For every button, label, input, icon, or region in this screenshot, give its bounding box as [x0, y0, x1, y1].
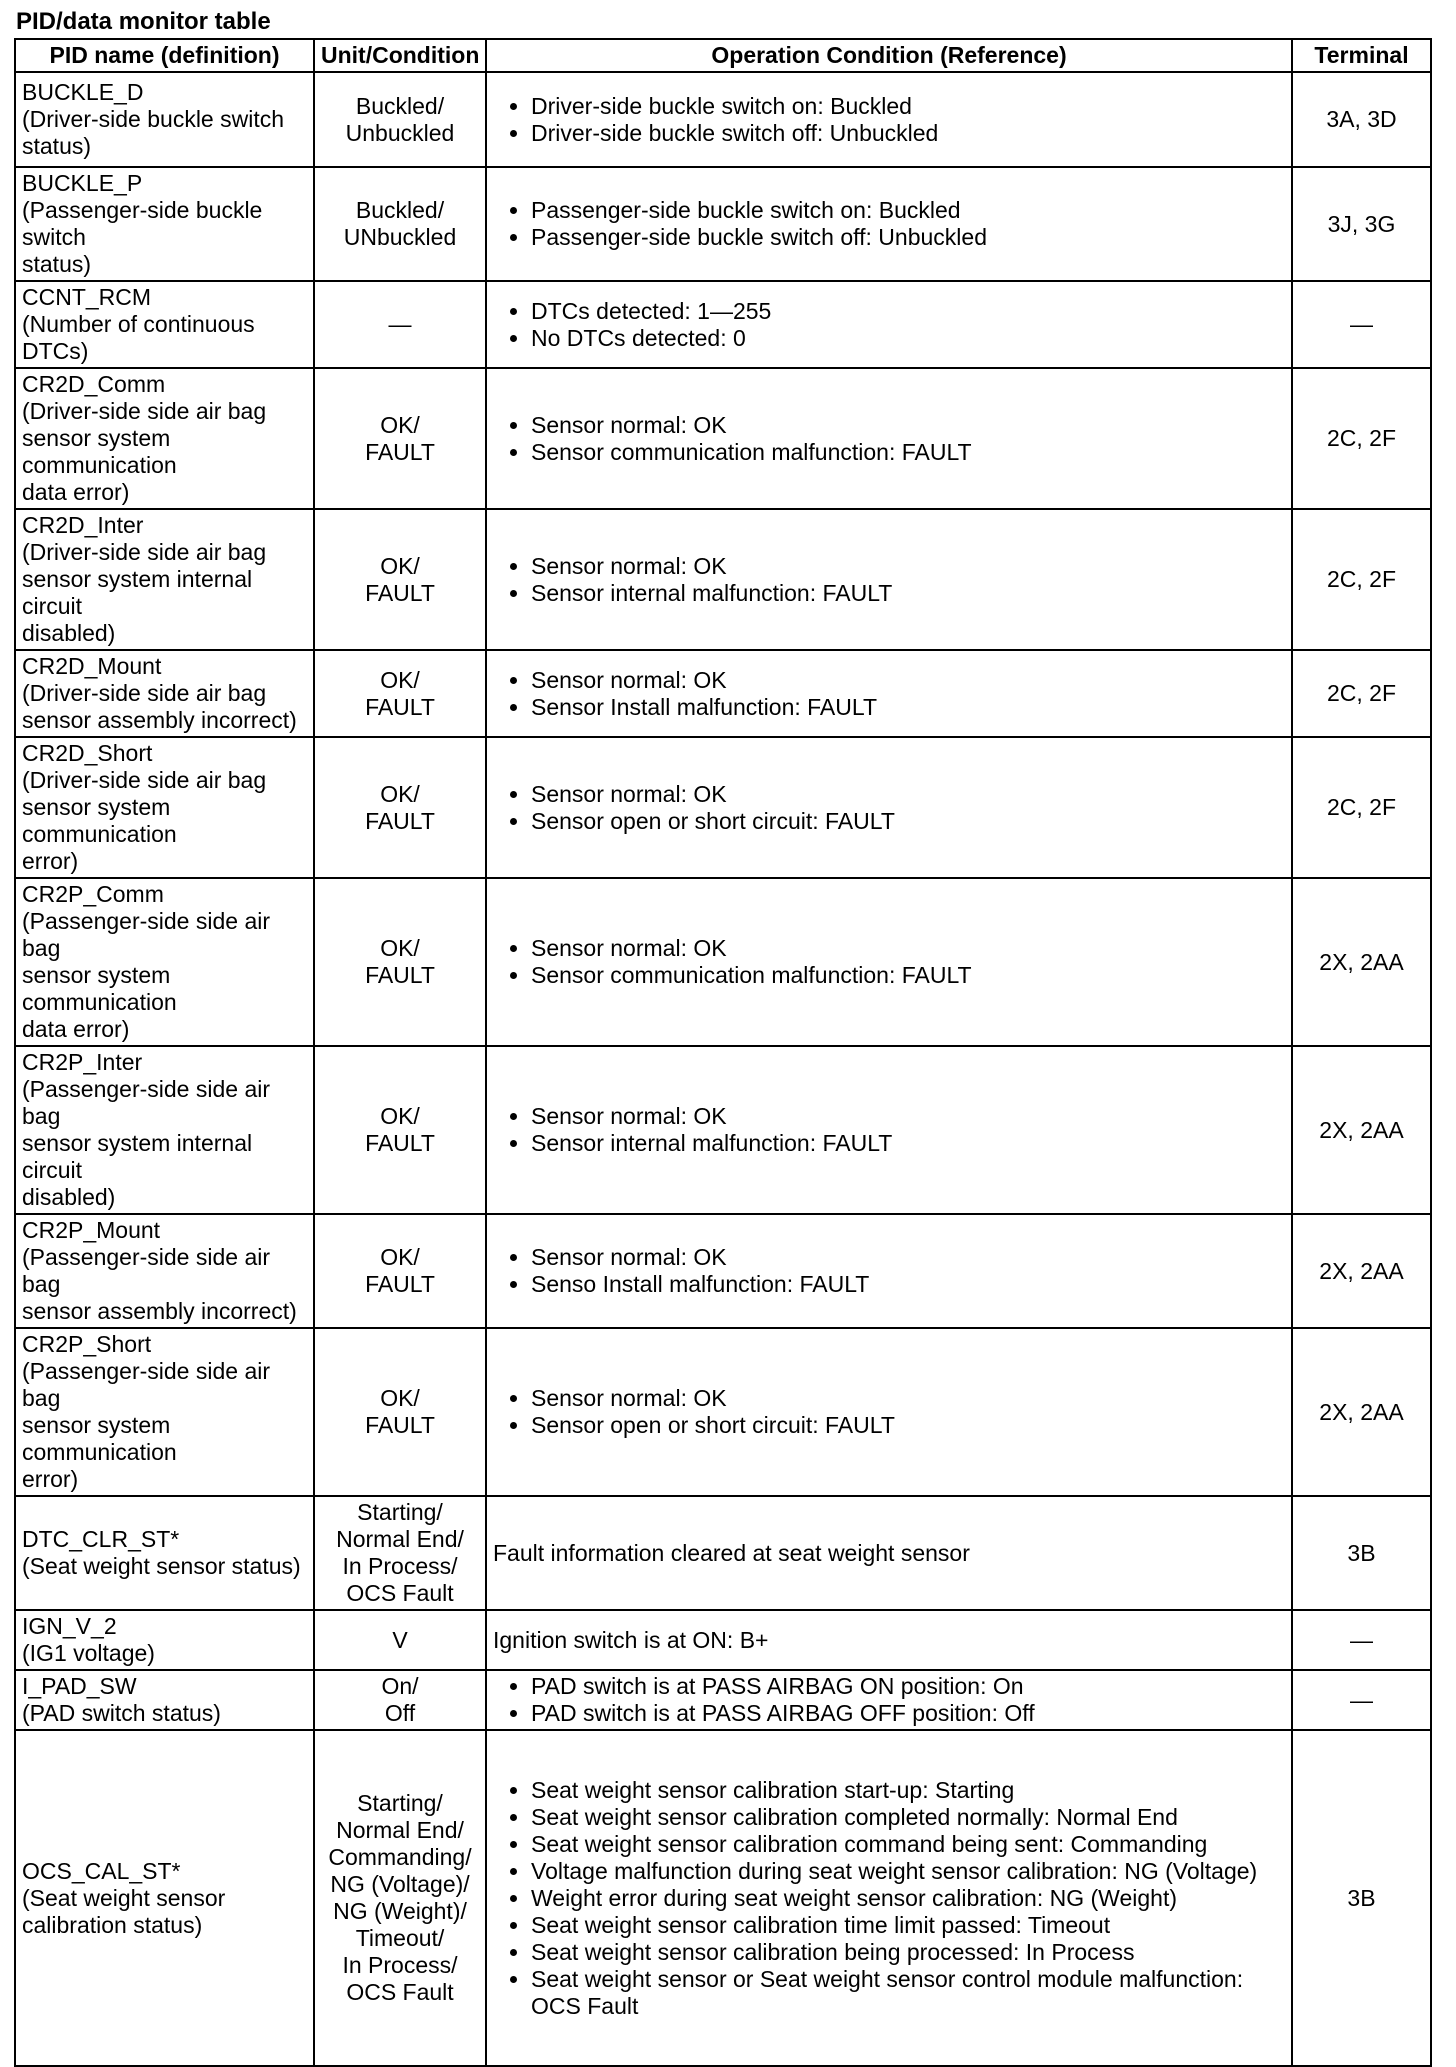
operation-condition-cell — [486, 72, 1292, 167]
unit-value: OK/ — [380, 552, 420, 579]
table-row — [15, 737, 1431, 878]
unit-value: FAULT — [365, 1130, 435, 1156]
table-row — [15, 368, 1431, 509]
operation-condition-cell — [486, 650, 1292, 737]
unit-value: Starting/ — [357, 1499, 443, 1525]
pid-definition-line: (PAD switch status) — [22, 1700, 221, 1726]
header-terminal: Terminal — [1292, 39, 1431, 72]
operation-item: • Sensor communication malfunction: FAULT — [531, 439, 1285, 466]
pid-definition-line: (Driver-side side air bag — [22, 398, 267, 424]
pid-code: IGN_V_2 — [22, 1613, 117, 1639]
unit-condition-cell — [314, 1610, 486, 1670]
unit-value: FAULT — [365, 962, 435, 988]
unit-value: OK/ — [380, 780, 420, 807]
pid-name-cell — [15, 167, 314, 281]
operation-list — [493, 1673, 1285, 1727]
operation-item: • Senso Install malfunction: FAULT — [531, 1271, 1285, 1298]
operation-list — [493, 553, 1285, 607]
operation-item: • Voltage malfunction during seat weight sensor calibration: NG (Voltage) — [531, 1858, 1285, 1885]
terminal-cell: — — [1292, 1670, 1431, 1730]
unit-value: Starting/ — [357, 1790, 443, 1816]
terminal-cell: 2X, 2AA — [1292, 1046, 1431, 1214]
unit-value: OK/ — [380, 411, 420, 438]
operation-item: • Sensor communication malfunction: FAULT — [531, 962, 1285, 989]
operation-item: • Sensor normal: OK — [531, 553, 1285, 580]
unit-value: V — [392, 1626, 408, 1653]
unit-condition-cell — [314, 72, 486, 167]
operation-item: • Sensor normal: OK — [531, 1244, 1285, 1271]
unit-condition-cell — [314, 737, 486, 878]
unit-value: Buckled/ — [355, 197, 445, 223]
pid-definition-line: sensor system communication — [22, 1412, 177, 1465]
operation-condition-cell — [486, 1730, 1292, 2066]
pid-definition-line: (Driver-side side air bag — [22, 539, 267, 565]
unit-value: FAULT — [365, 438, 435, 465]
pid-name-cell — [15, 1328, 314, 1496]
unit-value: — — [388, 311, 412, 337]
operation-text: Ignition switch is at ON: B+ — [493, 1626, 769, 1653]
unit-value: OK/ — [380, 1244, 420, 1270]
header-pid-name: PID name (definition) — [15, 39, 314, 72]
unit-value: Timeout/ — [355, 1925, 445, 1951]
table-row — [15, 650, 1431, 737]
operation-item: • Seat weight sensor calibration time limit passed: Timeout — [531, 1912, 1285, 1939]
pid-code: CCNT_RCM — [22, 284, 152, 310]
table-row — [15, 1610, 1431, 1670]
table-row — [15, 878, 1431, 1046]
operation-list — [493, 93, 1285, 147]
pid-definition-line: disabled) — [22, 1184, 116, 1210]
unit-condition-cell — [314, 1730, 486, 2066]
pid-definition-line: (Passenger-side side air bag — [22, 1244, 271, 1297]
pid-code: CR2P_Mount — [22, 1217, 161, 1243]
operation-item: • Seat weight sensor calibration being processed: In Process — [531, 1939, 1285, 1966]
pid-code: BUCKLE_D — [22, 79, 144, 105]
terminal-cell: 2X, 2AA — [1292, 1214, 1431, 1328]
terminal-cell: — — [1292, 1610, 1431, 1670]
table-row — [15, 281, 1431, 368]
pid-definition-line: (Number of continuous DTCs) — [22, 311, 255, 364]
pid-definition-line: sensor assembly incorrect) — [22, 1298, 297, 1324]
pid-code: CR2D_Comm — [22, 371, 166, 397]
operation-item: • Sensor normal: OK — [531, 781, 1285, 808]
operation-item: • Sensor internal malfunction: FAULT — [531, 1130, 1285, 1157]
table-title: PID/data monitor table — [16, 8, 271, 35]
pid-name-cell — [15, 1214, 314, 1328]
pid-name-cell — [15, 737, 314, 878]
pid-definition-line: (Seat weight sensor — [22, 1884, 226, 1911]
unit-value: FAULT — [365, 1271, 435, 1297]
pid-definition-line: sensor system communication — [22, 962, 177, 1015]
operation-item: • DTCs detected: 1—255 — [531, 298, 1285, 325]
terminal-cell: 3J, 3G — [1292, 167, 1431, 281]
pid-name-cell — [15, 72, 314, 167]
unit-condition-cell — [314, 878, 486, 1046]
operation-list — [493, 1103, 1285, 1157]
operation-item: • Sensor Install malfunction: FAULT — [531, 694, 1285, 721]
unit-value: Normal End/ — [336, 1526, 464, 1552]
header-row — [15, 39, 1431, 72]
pid-definition-line: sensor system communication — [22, 794, 177, 847]
unit-value: NG (Voltage)/ — [330, 1871, 470, 1897]
operation-list — [493, 412, 1285, 466]
unit-value: OCS Fault — [346, 1979, 454, 2005]
unit-value: Normal End/ — [336, 1817, 464, 1843]
table-row — [15, 1670, 1431, 1730]
pid-definition-line: disabled) — [22, 620, 116, 646]
pid-monitor-table — [14, 38, 1432, 2067]
operation-item: • Sensor normal: OK — [531, 412, 1285, 439]
terminal-cell: 3A, 3D — [1292, 72, 1431, 167]
unit-condition-cell — [314, 281, 486, 368]
operation-item: • Sensor normal: OK — [531, 1385, 1285, 1412]
pid-definition-line: sensor system communication — [22, 425, 177, 478]
pid-definition-line: (IG1 voltage) — [22, 1640, 155, 1666]
operation-item: • Passenger-side buckle switch on: Buckled — [531, 197, 1285, 224]
pid-definition-line: (Driver-side side air bag — [22, 767, 267, 793]
pid-name-cell — [15, 1496, 314, 1610]
pid-code: I_PAD_SW — [22, 1673, 137, 1699]
table-row — [15, 1214, 1431, 1328]
terminal-cell: — — [1292, 281, 1431, 368]
terminal-cell: 3B — [1292, 1496, 1431, 1610]
operation-item: • No DTCs detected: 0 — [531, 325, 1285, 352]
pid-code: DTC_CLR_ST* — [22, 1526, 180, 1552]
unit-condition-cell — [314, 1496, 486, 1610]
pid-definition-line: sensor system internal circuit — [22, 1130, 253, 1183]
unit-value: FAULT — [365, 1412, 435, 1438]
unit-value: Buckled/ — [355, 92, 445, 119]
pid-code: CR2P_Inter — [22, 1049, 143, 1075]
pid-code: BUCKLE_P — [22, 170, 143, 196]
operation-condition-cell — [486, 167, 1292, 281]
table-row — [15, 167, 1431, 281]
operation-item: • PAD switch is at PASS AIRBAG ON position: On — [531, 1673, 1285, 1700]
unit-condition-cell — [314, 650, 486, 737]
operation-item: • Sensor normal: OK — [531, 667, 1285, 694]
pid-name-cell — [15, 1730, 314, 2066]
operation-list — [493, 667, 1285, 721]
operation-list — [493, 1777, 1285, 2020]
pid-code: OCS_CAL_ST* — [22, 1857, 181, 1884]
pid-name-cell — [15, 1610, 314, 1670]
table-row — [15, 72, 1431, 167]
terminal-cell: 2C, 2F — [1292, 650, 1431, 737]
pid-name-cell — [15, 1046, 314, 1214]
operation-item: • Driver-side buckle switch on: Buckled — [531, 93, 1285, 120]
unit-value: In Process/ — [342, 1952, 458, 1978]
table-row — [15, 1730, 1431, 2066]
unit-value: In Process/ — [342, 1553, 458, 1579]
operation-condition-cell — [486, 1214, 1292, 1328]
terminal-cell: 2C, 2F — [1292, 368, 1431, 509]
unit-value: OK/ — [380, 666, 420, 693]
pid-code: CR2D_Inter — [22, 512, 144, 538]
operation-condition-cell — [486, 368, 1292, 509]
operation-item: • Weight error during seat weight sensor calibration: NG (Weight) — [531, 1885, 1285, 1912]
unit-value: OK/ — [380, 1385, 420, 1411]
terminal-cell: 3B — [1292, 1730, 1431, 2066]
operation-condition-cell — [486, 1328, 1292, 1496]
operation-condition-cell — [486, 878, 1292, 1046]
terminal-cell: 2X, 2AA — [1292, 878, 1431, 1046]
operation-list — [493, 1385, 1285, 1439]
pid-definition-line: data error) — [22, 1016, 130, 1042]
pid-code: CR2P_Comm — [22, 881, 164, 907]
table-body — [15, 72, 1431, 2066]
unit-condition-cell — [314, 1328, 486, 1496]
pid-definition-line: sensor system internal circuit — [22, 566, 253, 619]
unit-value: FAULT — [365, 807, 435, 834]
unit-value: OCS Fault — [346, 1580, 454, 1606]
unit-value: Off — [384, 1700, 416, 1726]
pid-definition-line: sensor assembly incorrect) — [22, 707, 297, 733]
pid-definition-line: calibration status) — [22, 1911, 203, 1938]
pid-name-cell — [15, 368, 314, 509]
table-row — [15, 1328, 1431, 1496]
operation-list — [493, 781, 1285, 835]
unit-condition-cell — [314, 1670, 486, 1730]
operation-condition-cell — [486, 1670, 1292, 1730]
table-row — [15, 1046, 1431, 1214]
pid-name-cell — [15, 281, 314, 368]
pid-definition-line: (Driver-side side air bag — [22, 680, 267, 706]
pid-name-cell — [15, 509, 314, 650]
operation-item: • Passenger-side buckle switch off: Unbuckled — [531, 224, 1285, 251]
operation-item: • Sensor open or short circuit: FAULT — [531, 1412, 1285, 1439]
terminal-cell: 2C, 2F — [1292, 509, 1431, 650]
unit-condition-cell — [314, 368, 486, 509]
unit-value: UNbuckled — [343, 224, 457, 250]
operation-condition-cell — [486, 281, 1292, 368]
operation-condition-cell — [486, 1496, 1292, 1610]
pid-definition-line: (Passenger-side side air bag — [22, 1076, 271, 1129]
pid-name-cell — [15, 1670, 314, 1730]
pid-definition-line: status) — [22, 133, 92, 159]
operation-item: • Sensor normal: OK — [531, 935, 1285, 962]
unit-value: OK/ — [380, 935, 420, 961]
unit-value: Commanding/ — [328, 1844, 472, 1870]
pid-name-cell — [15, 878, 314, 1046]
operation-condition-cell — [486, 1610, 1292, 1670]
terminal-cell: 2C, 2F — [1292, 737, 1431, 878]
operation-item: • PAD switch is at PASS AIRBAG OFF position: Off — [531, 1700, 1285, 1727]
operation-condition-cell — [486, 737, 1292, 878]
pid-definition-line: (Passenger-side side air bag — [22, 1358, 271, 1411]
unit-value: Unbuckled — [345, 119, 455, 146]
terminal-cell: 2X, 2AA — [1292, 1328, 1431, 1496]
unit-value: OK/ — [380, 1103, 420, 1129]
header-unit-condition: Unit/Condition — [314, 39, 486, 72]
operation-list — [493, 197, 1285, 251]
operation-item: • Driver-side buckle switch off: Unbuckled — [531, 120, 1285, 147]
operation-item: • Seat weight sensor calibration completed normally: Normal End — [531, 1804, 1285, 1831]
operation-list — [493, 1244, 1285, 1298]
unit-condition-cell — [314, 1046, 486, 1214]
operation-condition-cell — [486, 509, 1292, 650]
unit-condition-cell — [314, 167, 486, 281]
pid-definition-line: error) — [22, 848, 79, 874]
unit-condition-cell — [314, 1214, 486, 1328]
unit-value: FAULT — [365, 579, 435, 606]
pid-code: CR2D_Short — [22, 740, 153, 766]
pid-definition-line: (Passenger-side side air bag — [22, 908, 271, 961]
document-page — [14, 6, 1430, 2067]
pid-definition-line: data error) — [22, 479, 130, 505]
operation-condition-cell — [486, 1046, 1292, 1214]
pid-name-cell — [15, 650, 314, 737]
operation-item: • Sensor normal: OK — [531, 1103, 1285, 1130]
pid-definition-line: (Driver-side buckle switch — [22, 106, 285, 132]
pid-definition-line: error) — [22, 1466, 79, 1492]
operation-item: • Seat weight sensor or Seat weight sensor control module malfunction: OCS Fault — [531, 1966, 1285, 2020]
pid-code: CR2D_Mount — [22, 653, 162, 679]
header-operation-condition: Operation Condition (Reference) — [486, 39, 1292, 72]
operation-item: • Seat weight sensor calibration start-up: Starting — [531, 1777, 1285, 1804]
pid-definition-line: status) — [22, 251, 92, 277]
operation-list — [493, 935, 1285, 989]
operation-item: • Seat weight sensor calibration command being sent: Commanding — [531, 1831, 1285, 1858]
unit-value: NG (Weight)/ — [333, 1898, 467, 1924]
unit-value: On/ — [381, 1673, 419, 1699]
table-row — [15, 509, 1431, 650]
operation-list — [493, 298, 1285, 352]
operation-text: Fault information cleared at seat weight sensor — [493, 1539, 970, 1566]
pid-code: CR2P_Short — [22, 1331, 152, 1357]
table-row — [15, 1496, 1431, 1610]
operation-item: • Sensor internal malfunction: FAULT — [531, 580, 1285, 607]
operation-item: • Sensor open or short circuit: FAULT — [531, 808, 1285, 835]
pid-definition-line: (Seat weight sensor status) — [22, 1553, 301, 1579]
unit-condition-cell — [314, 509, 486, 650]
pid-definition-line: (Passenger-side buckle switch — [22, 197, 263, 250]
unit-value: FAULT — [365, 693, 435, 720]
